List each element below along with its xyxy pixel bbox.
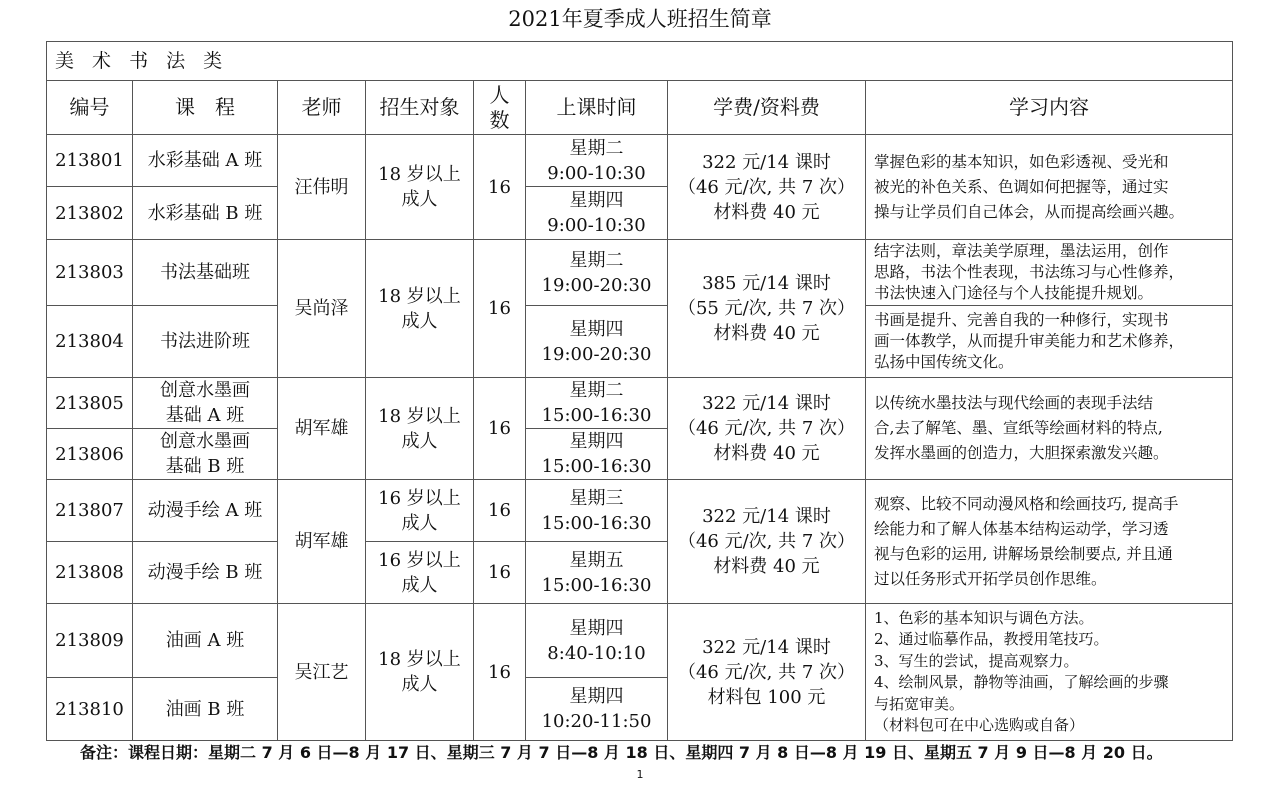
class-time: 星期五 15:00-16:30 — [526, 542, 668, 604]
course-table — [46, 41, 1233, 741]
course-content: 以传统水墨技法与现代绘画的表现手法结 合,去了解笔、墨、宣纸等绘画材料的特点, 发挥水墨画的创造力，大胆探索激发兴趣。 — [866, 378, 1233, 480]
course-name: 油画 A 班 — [133, 604, 278, 678]
teacher-name: 吴尚泽 — [278, 240, 366, 378]
target-group: 18 岁以上 成人 — [366, 240, 474, 378]
course-name: 动漫手绘 A 班 — [133, 480, 278, 542]
course-code: 213801 — [47, 135, 133, 187]
header-course: 课 程 — [133, 81, 278, 135]
enrollment-count: 16 — [474, 604, 526, 741]
header-content: 学习内容 — [866, 81, 1233, 135]
class-time: 星期二 9:00-10:30 — [526, 135, 668, 187]
teacher-name: 胡军雄 — [278, 480, 366, 604]
target-group: 18 岁以上 成人 — [366, 135, 474, 240]
course-content: 书画是提升、完善自我的一种修行，实现书 画一体教学，从而提升审美能力和艺术修养， 弘扬中国传统文化。 — [866, 306, 1233, 378]
table-row — [47, 480, 1233, 542]
header-teacher: 老师 — [278, 81, 366, 135]
header-row — [47, 81, 1233, 135]
table-row — [47, 135, 1233, 187]
footnote: 备注：课程日期：星期二 7 月 6 日—8 月 17 日、星期三 7 月 7 日—8 月 18 日、星期四 7 月 8 日—8 月 19 日、星期五 7 月 9 日—8 月 20 日。 — [80, 743, 1163, 762]
table-row — [47, 604, 1233, 678]
page-title: 2021年夏季成人班招生简章 — [508, 7, 772, 31]
course-code: 213805 — [47, 378, 133, 429]
enrollment-count: 16 — [474, 135, 526, 240]
course-name: 创意水墨画 基础 A 班 — [133, 378, 278, 429]
class-time: 星期四 15:00-16:30 — [526, 429, 668, 480]
table-row — [47, 240, 1233, 306]
course-content: 1、色彩的基本知识与调色方法。 2、通过临摹作品，教授用笔技巧。 3、写生的尝试，提高观察力。 4、绘制风景，静物等油画，了解绘画的步骤 与拓宽审美。 （材料包可在中心选购或自备） — [866, 604, 1233, 741]
class-time: 星期四 8:40-10:10 — [526, 604, 668, 678]
course-name: 创意水墨画 基础 B 班 — [133, 429, 278, 480]
course-name: 水彩基础 B 班 — [133, 187, 278, 240]
course-code: 213810 — [47, 678, 133, 741]
target-group: 16 岁以上 成人 — [366, 480, 474, 542]
class-time: 星期四 9:00-10:30 — [526, 187, 668, 240]
target-group: 18 岁以上 成人 — [366, 604, 474, 741]
course-fee: 322 元/14 课时 （46 元/次, 共 7 次） 材料包 100 元 — [668, 604, 866, 741]
course-fee: 322 元/14 课时 （46 元/次, 共 7 次） 材料费 40 元 — [668, 135, 866, 240]
course-content: 掌握色彩的基本知识，如色彩透视、受光和 被光的补色关系、色调如何把握等，通过实 操与让学员们自己体会，从而提高绘画兴趣。 — [866, 135, 1233, 240]
course-code: 213802 — [47, 187, 133, 240]
class-time: 星期四 10:20-11:50 — [526, 678, 668, 741]
class-time: 星期二 15:00-16:30 — [526, 378, 668, 429]
target-group: 16 岁以上 成人 — [366, 542, 474, 604]
header-time: 上课时间 — [526, 81, 668, 135]
header-target: 招生对象 — [366, 81, 474, 135]
course-code: 213804 — [47, 306, 133, 378]
course-name: 书法进阶班 — [133, 306, 278, 378]
table-row — [47, 378, 1233, 429]
course-content: 结字法则，章法美学原理，墨法运用，创作 思路，书法个性表现，书法练习与心性修养， 书法快速入门途径与个人技能提升规划。 — [866, 240, 1233, 306]
course-name: 书法基础班 — [133, 240, 278, 306]
enrollment-count: 16 — [474, 378, 526, 480]
course-fee: 322 元/14 课时 （46 元/次, 共 7 次） 材料费 40 元 — [668, 480, 866, 604]
class-time: 星期三 15:00-16:30 — [526, 480, 668, 542]
teacher-name: 汪伟明 — [278, 135, 366, 240]
course-content: 观察、比较不同动漫风格和绘画技巧, 提高手 绘能力和了解人体基本结构运动学，学习透 视与色彩的运用, 讲解场景绘制要点, 并且通 过以任务形式开拓学员创作思维。 — [866, 480, 1233, 604]
page-number: 1 — [636, 768, 644, 781]
course-code: 213809 — [47, 604, 133, 678]
teacher-name: 吴江艺 — [278, 604, 366, 741]
header-code: 编号 — [47, 81, 133, 135]
course-code: 213806 — [47, 429, 133, 480]
class-time: 星期四 19:00-20:30 — [526, 306, 668, 378]
course-code: 213807 — [47, 480, 133, 542]
enrollment-count: 16 — [474, 480, 526, 542]
enrollment-count: 16 — [474, 240, 526, 378]
target-group: 18 岁以上 成人 — [366, 378, 474, 480]
course-name: 水彩基础 A 班 — [133, 135, 278, 187]
table-row — [47, 306, 1233, 378]
header-fee: 学费/资料费 — [668, 81, 866, 135]
course-name: 动漫手绘 B 班 — [133, 542, 278, 604]
category-label: 美 术 书 法 类 — [47, 42, 1233, 81]
course-fee: 322 元/14 课时 （46 元/次, 共 7 次） 材料费 40 元 — [668, 378, 866, 480]
course-fee: 385 元/14 课时 （55 元/次, 共 7 次） 材料费 40 元 — [668, 240, 866, 378]
course-name: 油画 B 班 — [133, 678, 278, 741]
enrollment-count: 16 — [474, 542, 526, 604]
course-code: 213803 — [47, 240, 133, 306]
header-count: 人 数 — [474, 81, 526, 135]
class-time: 星期二 19:00-20:30 — [526, 240, 668, 306]
teacher-name: 胡军雄 — [278, 378, 366, 480]
course-code: 213808 — [47, 542, 133, 604]
